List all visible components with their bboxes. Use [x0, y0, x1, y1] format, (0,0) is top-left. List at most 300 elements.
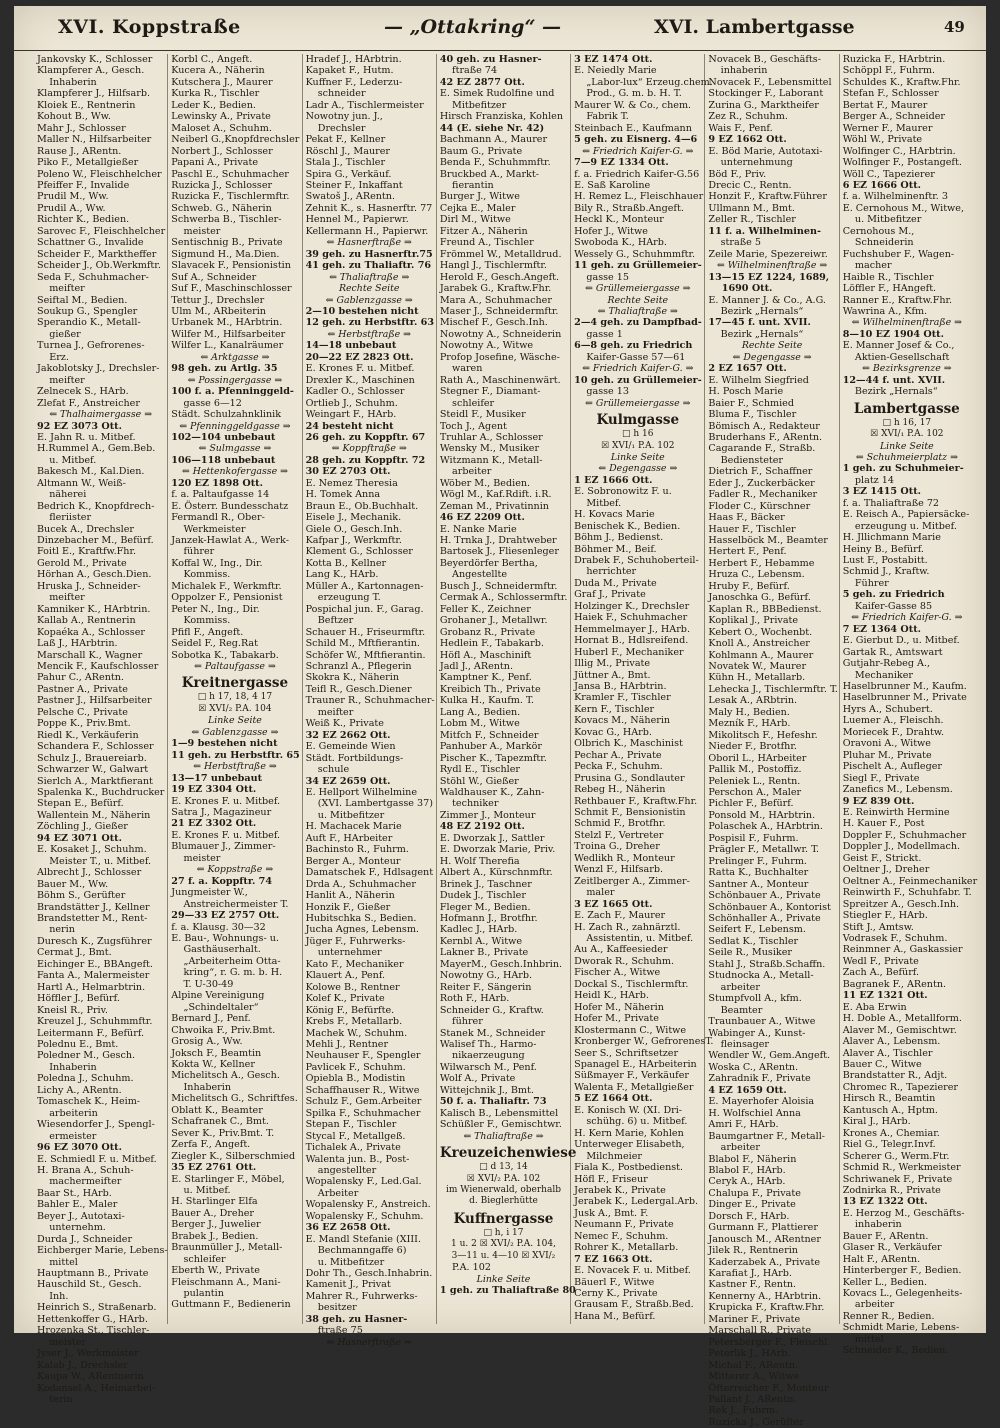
resident-entry: H. Kovacs Marie — [574, 509, 655, 521]
resident-entry: Schönbauer A., Private — [708, 890, 821, 902]
house-number-entry: 1—9 bestehen nicht — [171, 738, 278, 750]
resident-entry: Hemmelmayer J., HArb. — [574, 623, 690, 635]
resident-entry: Maller N., Hilfsarbeiter — [37, 134, 152, 146]
resident-entry: Karafiat J., HArb. — [708, 1268, 792, 1280]
resident-entry: Traunbauer A., Witwe — [708, 1016, 816, 1028]
resident-entry: Feller K., Zeichner — [439, 603, 531, 615]
resident-entry: Heidl K., HArb. — [574, 990, 649, 1002]
resident-entry: Dudek J., Tischler — [439, 890, 526, 902]
resident-entry: MayerM., Gesch.Inhbrin. — [439, 958, 563, 970]
resident-entry: Bediensteter — [708, 454, 783, 466]
resident-entry: Toch J., Agent — [439, 420, 507, 432]
resident-entry: Nowotny jun. J., — [305, 111, 383, 123]
resident-entry: Ponsold M., HArbtrin. — [708, 809, 816, 821]
resident-entry: H. Tomek Anna — [305, 489, 381, 501]
resident-entry: Gutjahr-Rebeg A., — [842, 658, 931, 670]
resident-entry: Beyerdörfer Bertha, — [439, 557, 538, 569]
resident-entry: Bartosek J., Fliesenleger — [439, 546, 559, 558]
resident-entry: Wopalensky F., Schuhm. — [305, 1210, 424, 1222]
street-info-line: □ d 13, 14 — [479, 1162, 528, 1173]
resident-entry: Rohrer K., Metallarb. — [574, 1242, 679, 1254]
resident-entry: Trauner R., Schuhmacher- — [305, 695, 435, 707]
resident-entry: Schafranek C., Bmt. — [171, 1116, 269, 1128]
resident-entry: Heckl K., Monteur — [574, 214, 664, 226]
house-number-entry: 29—33 EZ 2757 Ott. — [171, 910, 280, 922]
resident-entry: Bakesch M., Kal.Dien. — [37, 466, 145, 478]
resident-entry: Skokra K., Näherin — [305, 672, 400, 684]
resident-entry: Bertat F., Maurer — [842, 99, 928, 111]
resident-entry: Richter K., Bedien. — [37, 214, 130, 226]
resident-entry: Burger J., Witwe — [439, 191, 520, 203]
resident-entry: Jucha Agnes, Lebensm. — [305, 924, 419, 936]
resident-entry: Wolf A., Private — [439, 1073, 516, 1085]
cross-street-marker: ⇐ Pfenninggeldgasse ⇒ — [179, 420, 291, 432]
resident-entry: Nowotny G., HArb. — [439, 970, 533, 982]
resident-entry: Honzik F., Gießer — [305, 901, 391, 913]
resident-entry: Spanagel E., HArbeiterin — [574, 1058, 697, 1070]
resident-entry: Mechaniker — [842, 669, 913, 681]
resident-entry: Zöchling J., Gießer — [37, 821, 128, 833]
resident-entry: Kamenit J., Privat — [305, 1279, 391, 1291]
resident-entry: Drabek F., Schuhoberteil- — [574, 555, 699, 567]
resident-entry: Kaderzabek A., Private — [708, 1256, 821, 1268]
resident-entry: Rause J., ARentn. — [37, 145, 122, 157]
resident-entry: Bauer C., Witwe — [842, 1058, 922, 1070]
resident-entry: Honzit F., Kraftw.Führer — [708, 191, 827, 203]
resident-entry: Jadl J., ARentn. — [439, 661, 514, 673]
house-number-entry: 9 EZ 1662 Ott. — [708, 134, 787, 146]
resident-entry: Kulka H., Kaufm. T. — [439, 695, 534, 707]
cross-street-marker: ⇐ Sulmgasse ⇒ — [198, 443, 272, 455]
resident-entry: Wensky M., Musiker — [439, 443, 540, 455]
page-number: 49 — [944, 18, 965, 36]
resident-entry: Benda F., Schuhmmftr. — [439, 157, 551, 169]
resident-entry: E. Nanke Marie — [439, 523, 517, 535]
resident-entry: Cermak A., Schlossermftr. — [439, 592, 568, 604]
resident-entry: Schwerba B., Tischler- — [171, 214, 282, 226]
resident-entry: Kohout B., Ww. — [37, 111, 111, 123]
resident-entry: Kuffner F., Lederzu- — [305, 76, 403, 88]
street-info-line: ☒ XVI/₁ P.A. 102 — [870, 429, 944, 440]
resident-entry: Städt. Schulzahnklinik — [171, 409, 282, 421]
resident-entry: E. Österr. Bundesschatz — [171, 500, 289, 512]
resident-entry: E. Wilhelm Siegfried — [708, 374, 809, 386]
resident-entry: Fanta A., Malermeister — [37, 970, 150, 982]
resident-entry: Suf F., Maschinschlosser — [171, 283, 292, 295]
house-number-entry: 9 EZ 839 Ott. — [842, 795, 915, 807]
resident-entry: Kommiss. — [171, 615, 231, 627]
resident-entry: Mikolitsch F., Hefeshr. — [708, 729, 818, 741]
house-number-entry: 120 EZ 1898 Ott. — [171, 477, 263, 489]
resident-entry: Dorsch F., HArb. — [708, 1210, 790, 1222]
cross-street-marker: ⇐ Bezirksgrenze ⇒ — [862, 363, 952, 375]
resident-entry: Aktien-Gesellschaft — [842, 351, 950, 363]
resident-entry: Prusina G., Sondlauter — [574, 772, 685, 784]
street-side-heading: Rechte Seite — [607, 294, 669, 306]
resident-entry: Cernohous M., — [842, 225, 918, 237]
resident-entry: Poledner M., Gesch. — [37, 1050, 136, 1062]
resident-entry: Grosig A., Ww. — [171, 1036, 243, 1048]
resident-entry: Hana M., Befürf. — [574, 1310, 656, 1322]
resident-entry: Fiala K., Postbedienst. — [574, 1162, 684, 1174]
resident-entry: Albert A., Kürschnmftr. — [439, 867, 553, 879]
resident-entry: Führer — [842, 577, 889, 589]
cross-street-marker: ⇐ Friedrich Kaifer-G. ⇒ — [851, 612, 963, 624]
resident-entry: Zelnecek S., HArb. — [37, 386, 129, 398]
cross-street-marker: ⇐ Friedrich Kaifer-G. ⇒ — [582, 363, 694, 375]
resident-entry: Rek J., Fuhrm. — [708, 1405, 779, 1417]
cross-street-marker: ⇐ Herbstftraße ⇒ — [193, 761, 277, 773]
resident-entry: Kloiek E., Rentnerin — [37, 99, 136, 111]
house-number-entry: 106—118 unbebaut — [171, 454, 276, 466]
resident-entry: Lang K., HArb. — [305, 569, 379, 581]
resident-entry: Hruby F., Befürf. — [708, 580, 790, 592]
resident-entry: Fuchshuber F., Wagen- — [842, 248, 955, 260]
resident-entry: E. Gierbut D., u. Mitbef. — [842, 635, 960, 647]
resident-entry: Beyer J., Autotaxi- — [37, 1210, 125, 1222]
resident-entry: Spilka F., Schuhmacher — [305, 1107, 421, 1119]
resident-entry: Teifl R., Gesch.Diener — [305, 683, 412, 695]
resident-entry: Hirsch Franziska, Kohlen — [439, 111, 563, 123]
resident-entry: Heinrich S., Straßenarb. — [37, 1302, 157, 1314]
resident-entry: Graf J., Private — [574, 589, 646, 601]
cross-street-marker: ⇐ Grüllemeiergasse ⇒ — [585, 283, 691, 295]
house-number-entry: 28 geh. zu Koppftr. 72 — [305, 454, 426, 466]
resident-entry: Kalab J., Drechsler — [37, 1359, 128, 1371]
resident-entry: E. Novacek F. u. Mitbef. — [574, 1265, 691, 1277]
resident-entry: Guttmann F., Bedienerin — [171, 1299, 291, 1311]
resident-entry: Brabek J., Bedien. — [171, 1230, 259, 1242]
street-side-heading: Linke Seite — [610, 451, 665, 463]
resident-entry: H. Trnka J., Drahtweber — [439, 535, 557, 547]
resident-entry: Lust F., Postabitt. — [842, 555, 928, 567]
resident-entry: Maser J., Schneidermftr. — [439, 305, 559, 317]
resident-entry: Korbl C., Angeft. — [171, 54, 253, 65]
resident-entry: terin — [37, 1394, 73, 1406]
resident-entry: E. Bau-, Wohnungs- u. — [171, 932, 279, 944]
resident-entry: Ulm M., ARbeiterin — [171, 305, 266, 317]
resident-entry: Walenta F., Metallgießer — [574, 1081, 694, 1093]
resident-entry: Peleniek L., Rentn. — [708, 775, 801, 787]
resident-entry: Jusk A., Bmt. F. — [574, 1207, 649, 1219]
resident-entry: Dockal S., Tischlermftr. — [574, 978, 689, 990]
resident-entry: Mara A., Schuhmacher — [439, 294, 552, 306]
street-info-line: ☒ XVI/₁ P.A. 102 — [601, 440, 675, 451]
resident-entry: Huberl F., Mechaniker — [574, 646, 684, 658]
resident-entry: Kühn H., Metallarb. — [708, 672, 806, 684]
resident-entry: Kramler F., Tischler — [574, 692, 671, 704]
resident-entry: u. Mitbefitzer — [305, 809, 385, 821]
resident-entry: Dietrich F., Schaffner — [708, 466, 813, 478]
resident-entry: inhaberin — [708, 65, 768, 77]
street-side-heading: Linke Seite — [476, 1273, 531, 1285]
resident-entry: Jilek R., Rentnerin — [708, 1245, 798, 1257]
resident-entry: Poledna J., Schuhm. — [37, 1073, 134, 1085]
resident-entry: H. Kern Marie, Kohlen — [574, 1127, 684, 1139]
resident-entry: Kaupa W., ARentnerin — [37, 1371, 144, 1383]
house-number-entry: 38 geh. zu Hasner- — [305, 1313, 408, 1325]
house-number-entry: 1 EZ 1666 Ott. — [574, 474, 653, 486]
resident-entry: meifter — [305, 706, 354, 718]
resident-entry: gießer — [37, 328, 81, 340]
resident-entry: Brinek J., Taschner — [439, 878, 532, 890]
resident-entry: Jakoblotsky J., Drechsler- — [37, 363, 160, 375]
resident-entry: Hubitschka S., Bedien. — [305, 912, 417, 924]
resident-entry: Seidel F., Reg.Rat — [171, 638, 258, 650]
resident-entry: Paschl E., Schuhmacher — [171, 168, 289, 180]
resident-entry: Meister T., u. Mitbef. — [37, 855, 152, 867]
resident-entry: straße 5 — [708, 237, 761, 249]
resident-entry: Lang A., Bedien. — [439, 706, 521, 718]
resident-entry: Zehnit K., s. Hasnerftr. 77 — [305, 202, 433, 214]
resident-entry: Prudil A., Ww. — [37, 202, 106, 214]
resident-entry: Fitzer A., Näherin — [439, 225, 528, 237]
resident-entry: König F., Befürfte. — [305, 1004, 395, 1016]
resident-entry: Brandstätter J., Kellner — [37, 901, 150, 913]
resident-entry: Machek W., Schuhm. — [305, 1027, 408, 1039]
resident-entry: Sarovec F., Fleischhelcher — [37, 225, 166, 237]
resident-entry: Witzmann K., Metall- — [439, 454, 543, 466]
resident-entry: Polednu E., Bmt. — [37, 1038, 119, 1050]
header-left-street: XVI. Koppstraße — [58, 16, 241, 38]
cross-street-marker: ⇐ Friedrich Kaifer-G. ⇒ — [582, 145, 694, 157]
resident-entry: E. Cernohous M., Witwe, — [842, 202, 964, 214]
resident-entry: Kadler O., Schlosser — [305, 386, 405, 398]
resident-entry: Eisele J., Mechanik. — [305, 512, 402, 524]
resident-entry: T. U-30-49 — [171, 978, 234, 990]
resident-entry: Wais F., Penf. — [708, 122, 773, 134]
resident-entry: Reinmner A., Gaskassier — [842, 944, 963, 956]
resident-entry: Stiegler F., HArb. — [842, 910, 928, 922]
resident-entry: schleifer — [171, 1253, 226, 1265]
resident-entry: Haselbrunner M., Private — [842, 692, 967, 704]
house-number-entry: 26 geh. zu Koppftr. 67 — [305, 431, 426, 443]
resident-entry: Nemec F., Schuhm. — [574, 1230, 669, 1242]
resident-entry: Berger A., Monteur — [305, 855, 401, 867]
resident-entry: Pischer K., Tapezmftr. — [439, 752, 547, 764]
resident-entry: Wallentein M., Näherin — [37, 809, 151, 821]
house-number-entry: 24 besteht nicht — [305, 420, 394, 432]
header-district: — „Ottakring“ — — [384, 16, 561, 38]
directory-column — [437, 54, 577, 1324]
resident-entry: Reinwirth F., Schuhfabr. T. — [842, 887, 972, 899]
resident-entry: machermeifter — [37, 1176, 122, 1188]
house-number-entry: 39 geh. zu Hasnerftr.75 — [305, 248, 433, 260]
house-number-entry: 42 EZ 2877 Ott. — [439, 76, 525, 88]
resident-entry: Busch J., Schneidermftr. — [439, 580, 558, 592]
resident-entry: Peterlik J., HArb. — [708, 1348, 791, 1360]
resident-entry: Nieder F., Brotfhr. — [708, 741, 797, 753]
resident-entry: Wedlikh R., Monteur — [574, 852, 675, 864]
resident-entry: Haas F., Bäcker — [708, 512, 785, 524]
resident-entry: Kokta W., Kellner — [171, 1058, 255, 1070]
resident-entry: Scheider J., Ob.Werkmftr. — [37, 260, 161, 272]
directory-column — [168, 54, 302, 1324]
resident-entry: Beftzer — [305, 615, 354, 627]
resident-entry: Bauer A., Dreher — [171, 1207, 255, 1219]
resident-entry: Peter N., Ing., Dir. — [171, 603, 260, 615]
resident-entry: E. Saß Karoline — [574, 179, 651, 191]
resident-entry: Vodrasek F., Schuhm. — [842, 932, 948, 944]
resident-entry: Böhmer M., Beif. — [574, 543, 657, 555]
house-number-entry: 100 f. a. Pfenninggeld- — [171, 386, 294, 398]
resident-entry: Mencik F., Kaufschlosser — [37, 661, 159, 673]
resident-entry: Berger A., Schneider — [842, 111, 946, 123]
resident-entry: fleriister — [37, 512, 92, 524]
resident-entry: Riedl K., Verkäuferin — [37, 729, 139, 741]
resident-entry: Kernbl A., Witwe — [439, 935, 523, 947]
resident-entry: Zez R., Schuhm. — [708, 111, 788, 123]
resident-entry: Eberth W., Private — [171, 1265, 260, 1277]
resident-entry: Tettur J., Drechsler — [171, 294, 265, 306]
resident-entry: Hruza C., Lebensm. — [708, 569, 805, 581]
resident-entry: Stöhl W., Gießer — [439, 775, 519, 787]
resident-entry: Siegl F., Private — [842, 772, 920, 784]
resident-entry: E. Schmiedl F. u. Mitbef. — [37, 1153, 157, 1165]
resident-entry: Kolowe B., Rentner — [305, 981, 400, 993]
resident-entry: Drexler K., Maschinen — [305, 374, 415, 386]
resident-entry: Schranzl A., Pflegerin — [305, 661, 412, 673]
resident-entry: Chromec R., Tapezierer — [842, 1081, 958, 1093]
house-number-entry: 6 EZ 1666 Ott. — [842, 179, 921, 191]
cross-street-marker: ⇐ Grüllemeiergasse ⇒ — [585, 397, 691, 409]
directory-columns — [34, 54, 978, 1428]
resident-entry: Spreitzer A., Gesch.Inh. — [842, 898, 960, 910]
resident-entry: Lewinsky A., Private — [171, 111, 271, 123]
resident-entry: Santner A., Monteur — [708, 878, 809, 890]
resident-entry: Pelsche C., Private — [37, 706, 128, 718]
resident-entry: Seda F., Schuhmacher- — [37, 271, 149, 283]
resident-entry: Kucera A., Näherin — [171, 65, 265, 77]
resident-entry: Wöhl W., Private — [842, 134, 923, 146]
resident-entry: Krupicka F., Kraftw.Fhr. — [708, 1302, 825, 1314]
house-number-entry: 11 geh. zu Herbstftr. 65 — [171, 749, 300, 761]
resident-entry: Pospichal jun. F., Garag. — [305, 603, 424, 615]
street-name-heading: Kreitnergasse — [181, 675, 289, 692]
cross-street-marker: ⇐ Thaliaftraße ⇒ — [597, 305, 678, 317]
resident-entry: Sierlch A., Marktfierant — [37, 775, 153, 787]
resident-entry: Berger J., Juwelier — [171, 1219, 261, 1231]
house-number-entry: 19 EZ 3304 Ott. — [171, 784, 257, 796]
resident-entry: Zach A., Befürf. — [842, 967, 920, 979]
house-number-entry: 96 EZ 3070 Ott. — [37, 1142, 122, 1154]
resident-entry: H. Remez L., Fleischhauer — [574, 191, 704, 203]
resident-entry: Bernard J., Penf. — [171, 1013, 251, 1025]
resident-entry: Stelzl F., Vertreter — [574, 829, 664, 841]
house-number-entry: 12—44 f. unt. XVII. — [842, 374, 946, 386]
resident-entry: Steinbach E., Kaufmann — [574, 122, 692, 134]
resident-entry: E. Dworzak J., Sattler — [439, 832, 545, 844]
resident-entry: Seifert F., Lebensm. — [708, 924, 806, 936]
resident-entry: Hauptmann B., Private — [37, 1268, 149, 1280]
resident-entry: Grohaner J., Metallwr. — [439, 615, 548, 627]
resident-entry: arbeiter — [708, 981, 760, 993]
resident-entry: Joksch F., Beamtin — [171, 1047, 262, 1059]
house-number-entry: 13 EZ 1322 Ott. — [842, 1196, 928, 1208]
resident-entry: Hauer F., Tischler — [708, 523, 796, 535]
resident-entry: f. a. Friedrich Kaifer-G.56 — [574, 168, 700, 180]
resident-entry: Kutschera J., Maurer — [171, 76, 273, 88]
resident-entry: Studnocka A., Metall- — [708, 970, 814, 982]
resident-entry: gasse 15 — [574, 271, 629, 283]
resident-entry: Ruzicka F., HArbtrin. — [842, 54, 946, 65]
resident-entry: Kebert O., Wochenbt. — [708, 626, 813, 638]
resident-entry: Sigmund H., Ma.Dien. — [171, 248, 280, 260]
resident-entry: meister — [171, 852, 221, 864]
resident-entry: Ruzicka F., Tischlermftr. — [171, 191, 290, 203]
resident-entry: Freund A., Tischler — [439, 237, 534, 249]
resident-entry: Schneider G., Kraftw. — [439, 1004, 544, 1016]
street-name-heading: Lambertgasse — [853, 400, 960, 417]
resident-entry: Beamter — [708, 1004, 763, 1016]
resident-entry: Haible R., Tischler — [842, 271, 934, 283]
resident-entry: Michelitsch G., Schriftfes. — [171, 1093, 298, 1105]
resident-entry: Wöber M., Bedien. — [439, 477, 531, 489]
resident-entry: Walisef Th., Harmo- — [439, 1038, 537, 1050]
resident-entry: platz 14 — [842, 474, 894, 486]
resident-entry: Oppolzer F., Pensionist — [171, 592, 283, 604]
resident-entry: Duda M., Private — [574, 577, 657, 589]
resident-entry: Mitfch F., Schneider — [439, 729, 539, 741]
resident-entry: Ruzicka J., Gerüfter — [708, 1416, 804, 1428]
house-number-entry: 92 EZ 3073 Ott. — [37, 420, 122, 432]
directory-column — [840, 54, 978, 1357]
resident-entry: Halt F., ARentn. — [842, 1253, 921, 1265]
resident-entry: Baar St., HArb. — [37, 1187, 112, 1199]
resident-entry: Anstreichermeister T. — [171, 898, 289, 910]
street-name-heading: Kulmgasse — [596, 412, 680, 429]
resident-entry: Bruckbed A., Markt- — [439, 168, 539, 180]
resident-entry: Krebs F., Metallarb. — [305, 1016, 403, 1028]
resident-entry: Holzinger K., Drechsler — [574, 600, 690, 612]
resident-entry: macher — [842, 260, 892, 272]
resident-entry: E. Simek Rudolfine und — [439, 88, 555, 100]
resident-entry: Profop Josefine, Wäsche- — [439, 351, 560, 363]
resident-entry: Weingart F., HArb. — [305, 409, 397, 421]
resident-entry: Doppler F., Schuhmacher — [842, 829, 967, 841]
house-number-entry: 46 EZ 2209 Ott. — [439, 512, 525, 524]
resident-entry: Röschl J., Maurer — [305, 145, 390, 157]
resident-entry: Waldhauser K., Zahn- — [439, 787, 545, 798]
resident-entry: Hauschild St., Gesch. — [37, 1279, 142, 1291]
resident-entry: Bachinsto R., Fuhrm. — [305, 844, 409, 856]
resident-entry: Steidl F., Musiker — [439, 409, 526, 421]
cross-street-marker: ⇐ Possingergasse ⇒ — [187, 374, 283, 386]
resident-entry: Mitbefitzer — [439, 99, 507, 111]
resident-entry: Klampferer J., Hilfsarb. — [37, 88, 151, 100]
resident-entry: ermeister — [37, 1130, 97, 1142]
resident-entry: ftraße 75 — [305, 1325, 363, 1337]
house-number-entry: 30 EZ 2703 Ott. — [305, 466, 391, 478]
resident-entry: Sperandio K., Metall- — [37, 317, 141, 329]
resident-entry: Wessely G., Schuhmmftr. — [574, 248, 696, 260]
resident-entry: Chalupa F., Private — [708, 1187, 801, 1199]
resident-entry: Herbert F., Hebamme — [708, 557, 815, 569]
resident-entry: Spira G., Verkäuf. — [305, 168, 392, 180]
resident-entry: Rydl E., Tischler — [439, 764, 521, 776]
resident-entry: Kaifer-Gasse 85 — [842, 600, 933, 612]
resident-entry: Cagarande F., Straßb. — [708, 443, 816, 455]
resident-entry: Glaser R., Verkäufer — [842, 1242, 942, 1254]
resident-entry: Bedrich K., Knopfdrech- — [37, 500, 155, 512]
house-number-entry: 1690 Ott. — [708, 283, 773, 295]
resident-entry: Michalek F., Werkmftr. — [171, 580, 282, 592]
house-number-entry: 27 f. a. Koppftr. 74 — [171, 875, 273, 887]
resident-entry: Pischelt A., Aufleger — [842, 761, 943, 773]
cross-street-marker: ⇐ Thalhaimergasse ⇒ — [49, 409, 153, 421]
resident-entry: Stepan F., Tischler — [305, 1119, 397, 1131]
resident-entry: Schneider K., Bedien. — [842, 1345, 949, 1357]
